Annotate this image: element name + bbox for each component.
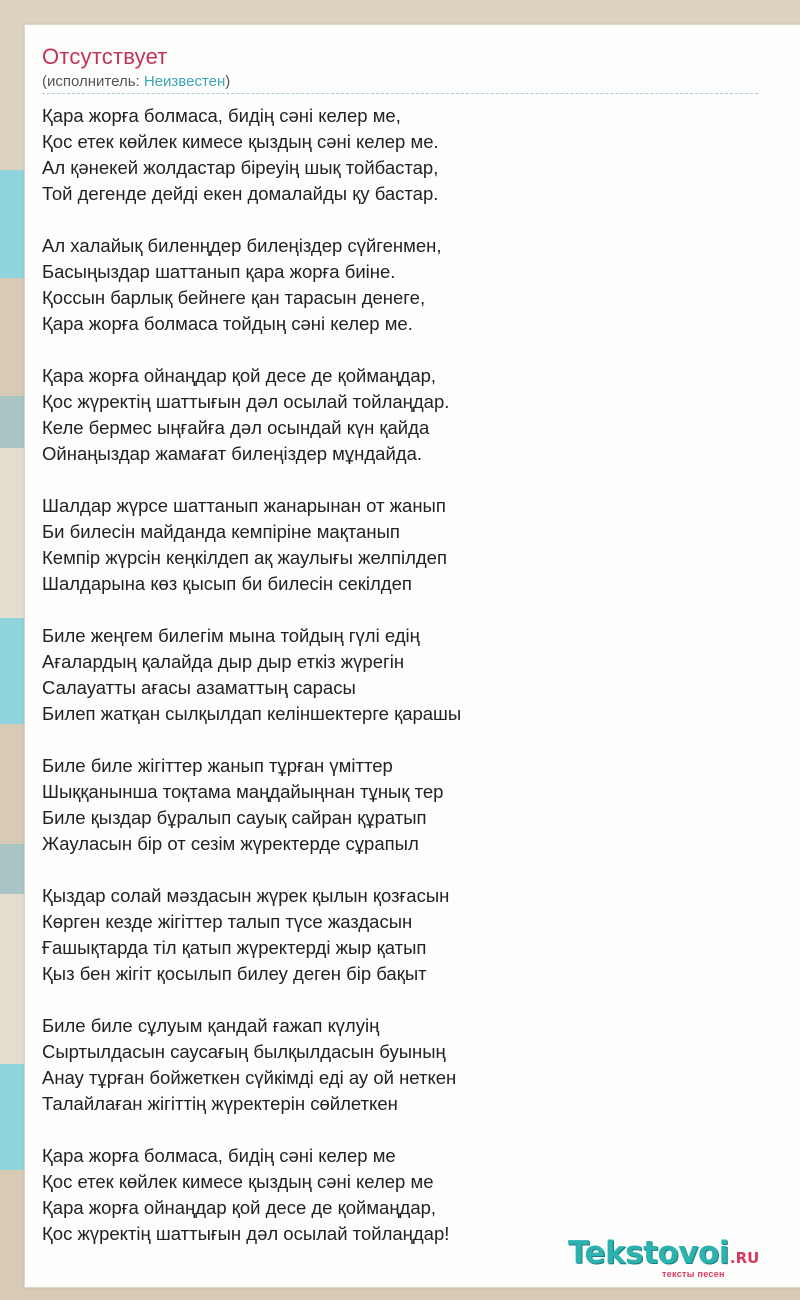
lyrics-stanza [42,493,772,597]
lyrics-line: Келе бермес ыңғайға дәл осындай күн қайда [42,417,430,438]
lyrics-line: Ғашықтарда тіл қатып жүректерді жыр қатып [42,937,427,958]
lyrics-stanza [42,623,772,727]
lyrics-stanza [42,103,772,207]
lyrics-line: Биле биле сұлуым қандай ғажап күлуің [42,1015,380,1036]
lyrics-line: Билеп жатқан сылқылдап келіншектерге қарашы [42,703,462,724]
lyrics-line: Шалдар жүрсе шаттанып жанарынан от жанып [42,495,446,516]
logo-wordmark: Tekstovoi [568,1235,729,1271]
lyrics-line: Қара жорға ойнаңдар қой десе де қоймаңдар, [42,365,437,386]
lyrics-line: Биле жеңгем билегім мына тойдың гүлі едің [42,625,420,646]
lyrics-line: Салауатты ағасы азаматтың сарасы [42,677,356,698]
lyrics-line: Қара жорға ойнаңдар қой десе де қоймаңдар, [42,1197,437,1218]
site-logo[interactable] [568,1235,778,1280]
lyrics-line: Қара жорға болмаса, бидің сәні келер ме [42,1145,396,1166]
lyrics-line: Кемпір жүрсін кеңкілдеп ақ жаулығы желпілдеп [42,547,447,568]
lyrics-stanza [42,233,772,337]
lyrics-line: Би билесін майданда кемпіріне мақтанып [42,521,400,542]
lyrics-line: Биле қыздар бұралып сауық сайран құратып [42,807,427,828]
lyrics-line: Шалдарына көз қысып би билесін секілдеп [42,573,412,594]
lyrics-line: Сыртылдасын саусағың былқылдасын буының [42,1041,446,1062]
lyrics-line: Қос етек көйлек кимесе қыздың сәні келер ме [42,1171,434,1192]
lyrics-line: Көрген кезде жігіттер талып түсе жаздасын [42,911,413,932]
lyrics-line: Қос жүректің шаттығын дәл осылай тойлаңдар. [42,391,450,412]
lyrics-stanza [42,1013,772,1117]
title-divider [42,93,758,94]
lyrics-line: Анау тұрған бойжеткен сүйкімді еді ау ой неткен [42,1067,457,1088]
song-title: Отсутствует [42,44,168,69]
lyrics-stanza [42,363,772,467]
lyrics-text [42,103,772,1273]
lyrics-line: Ал қәнекей жолдастар біреуің шық тойбастар, [42,157,439,178]
lyrics-line: Қара жорға болмаса, бидің сәні келер ме, [42,105,401,126]
lyrics-line: Шыққанынша тоқтама маңдайыңнан тұнық тер [42,781,444,802]
lyrics-line: Ал халайық биленңдер билеңіздер сүйгенмен, [42,235,442,256]
lyrics-line: Басыңыздар шаттанып қара жорға биіне. [42,261,396,282]
artist-prefix: (исполнитель: [42,73,144,90]
lyrics-line: Қос жүректің шаттығын дәл осылай тойлаңдар! [42,1223,450,1244]
lyrics-line: Биле биле жігіттер жанып тұрған үміттер [42,755,393,776]
artist-line [42,73,230,90]
artist-link[interactable]: Неизвестен [143,73,226,90]
lyrics-line: Жауласын бір от сезім жүректерде сұрапыл [42,833,419,854]
lyrics-line: Ағалардың қалайда дыр дыр еткіз жүрегін [42,651,405,672]
artist-suffix: ) [225,73,231,90]
logo-tagline: тексты песен [662,1269,725,1279]
logo-domain: .RU [729,1249,760,1267]
lyrics-line: Қоссын барлық бейнеге қан тарасын денеге, [42,287,426,308]
lyrics-stanza [42,883,772,987]
lyrics-line: Қос етек көйлек кимесе қыздың сәні келер ме. [42,131,439,152]
lyrics-line: Той дегенде дейді екен домалайды қу бастар. [42,183,439,204]
lyrics-stanza [42,753,772,857]
lyrics-line: Талайлаған жігіттің жүректерін сөйлеткен [42,1093,398,1114]
lyrics-line: Қара жорға болмаса тойдың сәні келер ме. [42,313,413,334]
lyrics-line: Қыз бен жігіт қосылып билеу деген бір бақыт [42,963,427,984]
lyrics-line: Қыздар солай мәздасын жүрек қылын қозғасын [42,885,450,906]
lyrics-line: Ойнаңыздар жамағат билеңіздер мұндайда. [42,443,422,464]
lyrics-stanza [42,1143,772,1247]
